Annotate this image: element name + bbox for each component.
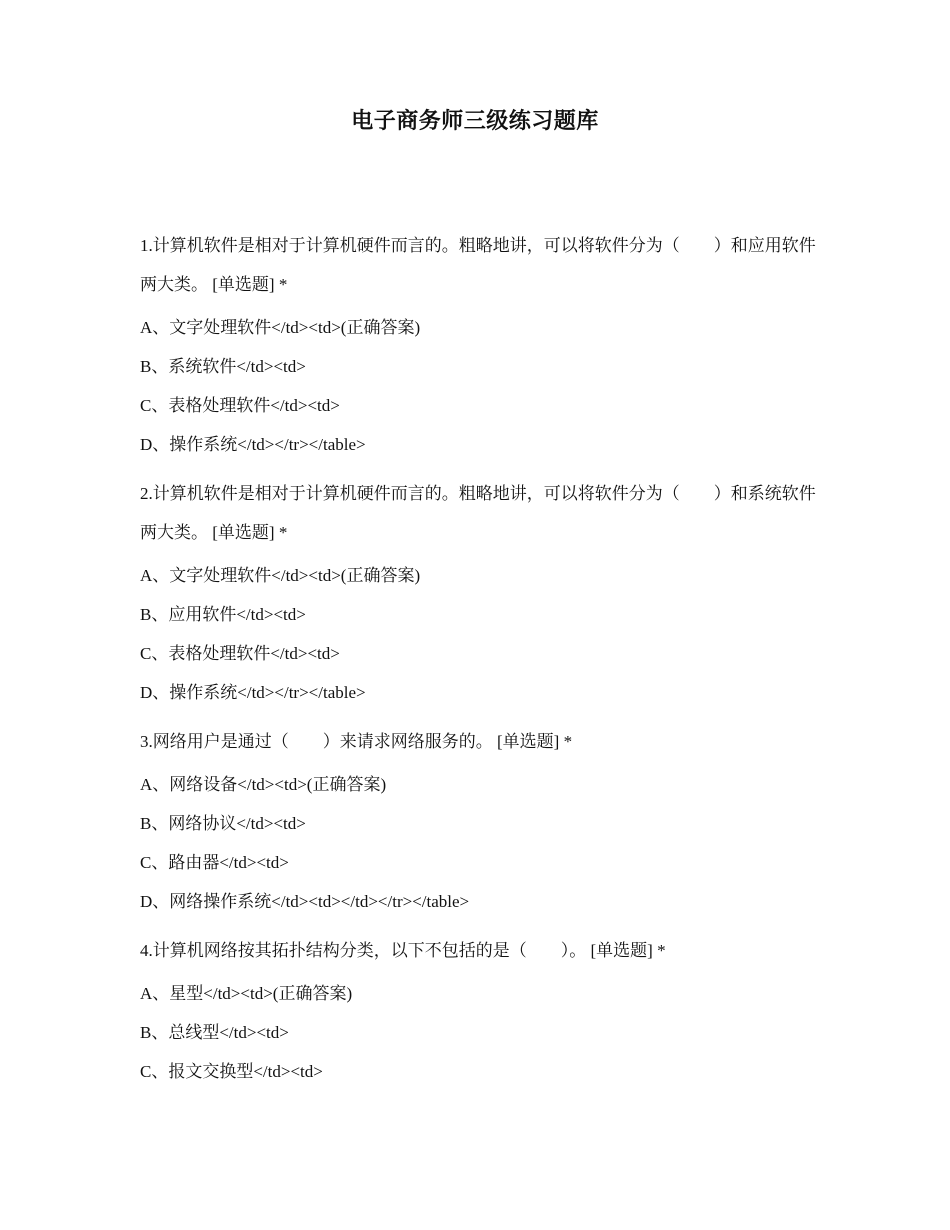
option-b: B、系统软件</td><td> xyxy=(140,357,306,376)
option-c: C、报文交换型</td><td> xyxy=(140,1062,323,1081)
option-a: A、文字处理软件</td><td>(正确答案) xyxy=(140,566,421,585)
option-b: B、总线型</td><td> xyxy=(140,1023,289,1042)
option-d: D、操作系统</td></tr></table> xyxy=(140,435,366,454)
question-2 xyxy=(140,474,820,712)
question-text: 4.计算机网络按其拓扑结构分类，以下不包括的是（ ）。 [单选题] * xyxy=(140,941,666,960)
option-a: A、星型</td><td>(正确答案) xyxy=(140,984,353,1003)
option-b: B、应用软件</td><td> xyxy=(140,605,306,624)
question-text: 3.网络用户是通过（ ）来请求网络服务的。 [单选题] * xyxy=(140,732,573,751)
option-c: C、路由器</td><td> xyxy=(140,853,289,872)
question-text: 2.计算机软件是相对于计算机硬件而言的。粗略地讲，可以将软件分为（ ）和系统软件两大类。 [单选题] * xyxy=(140,484,816,542)
option-b: B、网络协议</td><td> xyxy=(140,814,306,833)
question-1 xyxy=(140,226,820,464)
option-c: C、表格处理软件</td><td> xyxy=(140,396,340,415)
option-a: A、文字处理软件</td><td>(正确答案) xyxy=(140,318,421,337)
question-4 xyxy=(140,931,820,1091)
page-title: 电子商务师三级练习题库 xyxy=(351,109,599,134)
option-c: C、表格处理软件</td><td> xyxy=(140,644,340,663)
option-d: D、操作系统</td></tr></table> xyxy=(140,683,366,702)
question-text: 1.计算机软件是相对于计算机硬件而言的。粗略地讲，可以将软件分为（ ）和应用软件两大类。 [单选题] * xyxy=(140,236,816,294)
question-3 xyxy=(140,722,820,921)
option-d: D、网络操作系统</td><td></td></tr></table> xyxy=(140,892,470,911)
option-a: A、网络设备</td><td>(正确答案) xyxy=(140,775,387,794)
question-list xyxy=(140,226,820,1101)
